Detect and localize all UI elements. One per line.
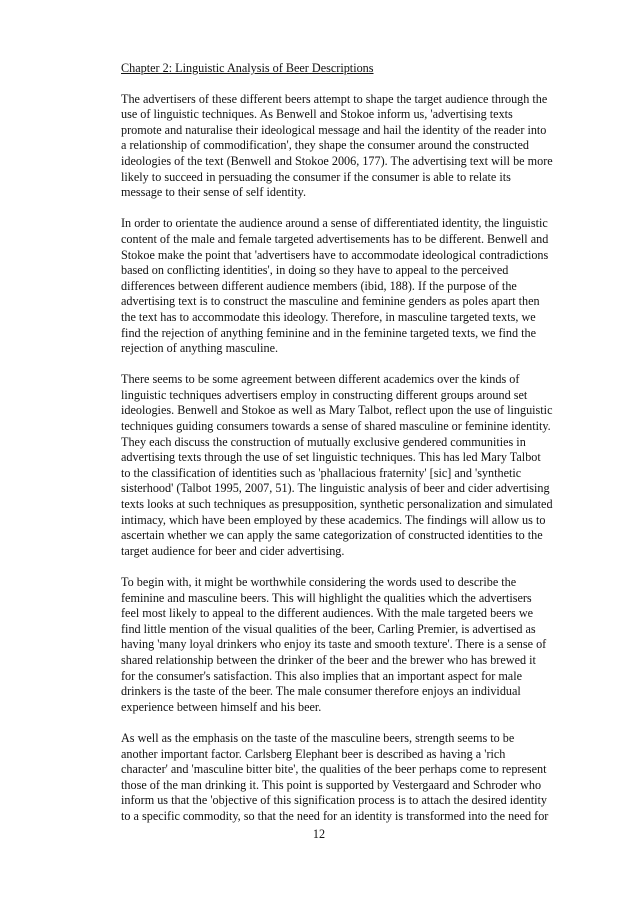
text-line: find little mention of the visual qualities of the beer, Carling Premier, is advertised as [121,621,536,636]
paragraph-3 [121,372,579,559]
paragraph-2 [121,216,579,356]
text-line: promote and naturalise their ideological message and hail the identity of the reader into [121,122,547,137]
text-line: content of the male and female targeted advertisements has to be different. Benwell and [121,231,549,246]
text-line: target audience for beer and cider advertising. [121,543,345,558]
text-line: message to their sense of self identity. [121,185,307,200]
text-line: ascertain whether we can apply the same categorization of constructed identities to the [121,528,543,543]
text-line: the text has to accommodate this ideology. Therefore, in masculine targeted texts, we [121,309,536,324]
text-line: There seems to be some agreement between different academics over the kinds of [121,372,520,387]
text-line: feel most likely to appeal to the different audiences. With the male targeted beers we [121,606,534,621]
text-line: find the rejection of anything feminine and in the feminine targeted texts, we find the [121,325,537,340]
text-line: texts looks at such techniques as presupposition, synthetic personalization and simulated [121,497,553,512]
text-line: a relationship of commodification', they shape the consumer around the constructed [121,138,529,153]
text-line: linguistic techniques advertisers employ in constructing different groups around set [121,387,528,402]
text-line: rejection of anything masculine. [121,341,279,356]
text-line: likely to succeed in persuading the consumer if the consumer is able to relate its [121,169,511,184]
text-line: intimacy, which have been employed by these academics. The findings will allow us to [121,512,546,527]
text-line: Stokoe make the point that 'advertisers have to accommodate ideological contradictions [121,247,549,262]
text-line: In order to orientate the audience around a sense of differentiated identity, the linguistic [121,216,548,231]
text-line: advertising text is to construct the masculine and feminine genders as poles apart then [121,294,540,309]
text-line: techniques guiding consumers towards a sense of shared masculine or feminine identity. [121,419,551,434]
text-line: To begin with, it might be worthwhile considering the words used to describe the [121,575,517,589]
text-line: As well as the emphasis on the taste of the masculine beers, strength seems to be [121,730,515,745]
text-line: to the classification of identities such as 'phallacious fraternity' [sic] and 'synthetic [121,465,522,480]
page-number: 12 [312,827,326,841]
text-line: to a specific commodity, so that the need for an identity is transformed into the need for [121,808,549,823]
text-line: ideologies of the text (Benwell and Stokoe 2006, 177). The advertising text will be more [121,153,553,168]
text-line: They each discuss the construction of mutually exclusive gendered communities in [121,434,526,449]
text-line: advertising texts through the use of set linguistic techniques. This has led Mary Talbot [121,450,541,465]
page-body [121,61,579,840]
text-line: differences between different audience members (ibid, 188). If the purpose of the [121,278,517,293]
text-line: character' and 'masculine bitter bite', the qualities of the beer perhaps come to represent [121,762,547,777]
text-line: experience between himself and his beer. [121,699,322,714]
text-line: ideologies. Benwell and Stokoe as well as Mary Talbot, reflect upon the use of linguistic [121,403,553,418]
text-line: sisterhood' (Talbot 1995, 2007, 51). The linguistic analysis of beer and cider advertising [121,481,550,496]
text-line: having 'many loyal drinkers who enjoy its taste and smooth texture'. There is a sense of [121,637,547,652]
text-line: The advertisers of these different beers attempt to shape the target audience through the [121,91,548,106]
text-line: shared relationship between the drinker of the beer and the brewer who has brewed it [121,652,536,667]
paragraph-1 [121,92,579,201]
text-line: those of the man drinking it. This point is supported by Vestergaard and Schroder who [121,777,542,792]
text-line: for the consumer's satisfaction. This also implies that an important aspect for male [121,668,523,683]
text-line: another important factor. Carlsberg Elephant beer is described as having a 'rich [121,746,506,761]
chapter-heading: Chapter 2: Linguistic Analysis of Beer Descriptions [121,61,374,75]
text-line: use of linguistic techniques. As Benwell and Stokoe inform us, 'advertising texts [121,107,513,122]
paragraph-5 [121,731,579,825]
text-line: feminine and masculine beers. This will highlight the qualities which the advertisers [121,590,532,605]
text-line: drinkers is the taste of the beer. The male consumer therefore enjoys an individual [121,684,521,699]
paragraph-4 [121,575,579,715]
text-line: inform us that the 'objective of this signification process is to attach the desired identity [121,793,547,808]
text-line: based on conflicting identities', in doing so they have to appeal to the perceived [121,263,509,278]
